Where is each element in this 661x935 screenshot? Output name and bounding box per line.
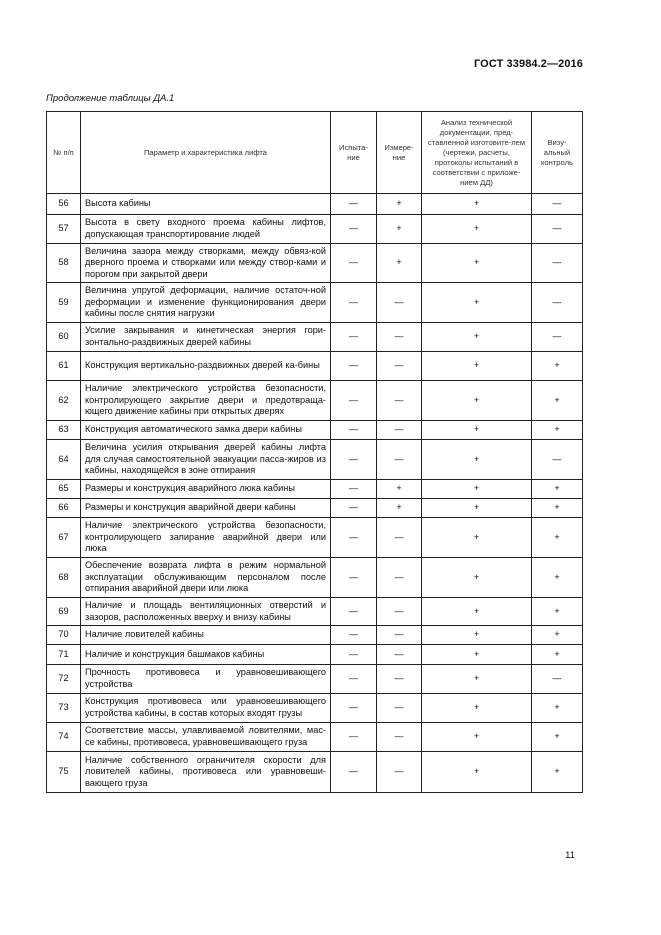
row-doc-analysis-mark: + (422, 381, 532, 421)
row-parameter: Размеры и конструкция аварийной двери кабины (81, 499, 331, 518)
row-visual-mark: + (532, 381, 583, 421)
table-caption: Продолжение таблицы ДА.1 (46, 93, 175, 104)
row-measurement-mark: — (377, 283, 422, 323)
row-parameter: Величина зазора между створками, между обвяз-кой дверного проема и створками или между створ-ками и порогом при закрытой двери (81, 244, 331, 283)
row-measurement-mark: + (377, 215, 422, 244)
row-number: 74 (47, 723, 81, 752)
table-body (47, 194, 583, 793)
row-number: 60 (47, 323, 81, 352)
row-parameter: Соответствие массы, улавливаемой ловителями, мас-се кабины, противовеса, уравновешивающего груза (81, 723, 331, 752)
row-number: 71 (47, 645, 81, 665)
table-row (47, 381, 583, 421)
row-test-mark: — (331, 499, 377, 518)
table-row (47, 665, 583, 694)
row-visual-mark: + (532, 752, 583, 793)
row-visual-mark: + (532, 518, 583, 558)
row-doc-analysis-mark: + (422, 499, 532, 518)
row-measurement-mark: — (377, 440, 422, 480)
row-visual-mark: + (532, 626, 583, 645)
row-measurement-mark: — (377, 598, 422, 626)
row-number: 59 (47, 283, 81, 323)
row-measurement-mark: — (377, 323, 422, 352)
row-doc-analysis-mark: + (422, 283, 532, 323)
row-doc-analysis-mark: + (422, 518, 532, 558)
row-measurement-mark: — (377, 421, 422, 440)
row-measurement-mark: — (377, 626, 422, 645)
table-row (47, 283, 583, 323)
col-header-number: № п/п (47, 112, 81, 194)
row-visual-mark: — (532, 215, 583, 244)
row-doc-analysis-mark: + (422, 598, 532, 626)
row-visual-mark: + (532, 352, 583, 381)
row-test-mark: — (331, 244, 377, 283)
row-measurement-mark: — (377, 518, 422, 558)
row-visual-mark: + (532, 421, 583, 440)
col-header-parameter: Параметр и характеристика лифта (81, 112, 331, 194)
table-row (47, 323, 583, 352)
row-parameter: Конструкция противовеса или уравновешивающего устройства кабины, в состав которых входят грузы (81, 694, 331, 723)
row-number: 65 (47, 480, 81, 499)
table-row (47, 244, 583, 283)
table-row (47, 752, 583, 793)
table-row (47, 480, 583, 499)
row-parameter: Величина упругой деформации, наличие остаточ-ной деформации и изменение функционирования двери кабины после снятия нагрузки (81, 283, 331, 323)
row-test-mark: — (331, 598, 377, 626)
row-number: 72 (47, 665, 81, 694)
row-measurement-mark: — (377, 723, 422, 752)
table-row (47, 723, 583, 752)
row-number: 67 (47, 518, 81, 558)
row-test-mark: — (331, 194, 377, 215)
row-doc-analysis-mark: + (422, 244, 532, 283)
row-test-mark: — (331, 665, 377, 694)
table-row (47, 645, 583, 665)
row-visual-mark: — (532, 244, 583, 283)
row-parameter: Наличие и площадь вентиляционных отверстий и зазоров, расположенных вверху и внизу кабины (81, 598, 331, 626)
row-doc-analysis-mark: + (422, 645, 532, 665)
row-parameter: Конструкция автоматического замка двери кабины (81, 421, 331, 440)
row-visual-mark: — (532, 283, 583, 323)
row-measurement-mark: + (377, 499, 422, 518)
row-test-mark: — (331, 440, 377, 480)
row-doc-analysis-mark: + (422, 440, 532, 480)
row-doc-analysis-mark: + (422, 694, 532, 723)
table-row (47, 518, 583, 558)
col-header-doc-analysis: Анализ технической документации, пред-ставленной изготовите-лем (чертежи, расчеты, протоколы испытаний в соответствии с приложе-нием ДД) (422, 112, 532, 194)
row-test-mark: — (331, 352, 377, 381)
row-test-mark: — (331, 323, 377, 352)
row-number: 69 (47, 598, 81, 626)
row-visual-mark: — (532, 440, 583, 480)
row-parameter: Наличие электрического устройства безопасности, контролирующего закрытие двери и предотвраща-ющего движение кабины при открытых дверях (81, 381, 331, 421)
requirements-table (46, 111, 583, 793)
row-doc-analysis-mark: + (422, 752, 532, 793)
row-measurement-mark: — (377, 352, 422, 381)
row-number: 61 (47, 352, 81, 381)
row-visual-mark: + (532, 558, 583, 598)
row-doc-analysis-mark: + (422, 558, 532, 598)
row-test-mark: — (331, 752, 377, 793)
row-test-mark: — (331, 558, 377, 598)
row-number: 64 (47, 440, 81, 480)
row-parameter: Размеры и конструкция аварийного люка кабины (81, 480, 331, 499)
document-code: ГОСТ 33984.2—2016 (473, 58, 583, 70)
row-parameter: Высота в свету входного проема кабины лифтов, допускающая транспортирование людей (81, 215, 331, 244)
row-number: 63 (47, 421, 81, 440)
row-number: 56 (47, 194, 81, 215)
row-measurement-mark: + (377, 244, 422, 283)
row-test-mark: — (331, 694, 377, 723)
table-row (47, 499, 583, 518)
row-test-mark: — (331, 645, 377, 665)
row-measurement-mark: + (377, 480, 422, 499)
row-parameter: Высота кабины (81, 194, 331, 215)
row-test-mark: — (331, 283, 377, 323)
row-visual-mark: + (532, 480, 583, 499)
row-parameter: Наличие собственного ограничителя скорости для ловителей кабины, противовеса или уравновеши-вающего груза (81, 752, 331, 793)
row-parameter: Наличие ловителей кабины (81, 626, 331, 645)
row-doc-analysis-mark: + (422, 723, 532, 752)
row-measurement-mark: — (377, 694, 422, 723)
row-measurement-mark: — (377, 381, 422, 421)
row-test-mark: — (331, 381, 377, 421)
table-row (47, 352, 583, 381)
row-parameter: Конструкция вертикально-раздвижных дверей ка-бины (81, 352, 331, 381)
row-measurement-mark: — (377, 665, 422, 694)
row-number: 75 (47, 752, 81, 793)
row-visual-mark: — (532, 323, 583, 352)
row-number: 66 (47, 499, 81, 518)
row-visual-mark: + (532, 598, 583, 626)
table-row (47, 421, 583, 440)
row-measurement-mark: + (377, 194, 422, 215)
row-number: 73 (47, 694, 81, 723)
row-parameter: Наличие электрического устройства безопасности, контролирующего запирание аварийной двери или люка (81, 518, 331, 558)
row-doc-analysis-mark: + (422, 215, 532, 244)
table-row (47, 440, 583, 480)
row-parameter: Наличие и конструкция башмаков кабины (81, 645, 331, 665)
row-doc-analysis-mark: + (422, 194, 532, 215)
table-row (47, 558, 583, 598)
row-visual-mark: — (532, 665, 583, 694)
row-test-mark: — (331, 626, 377, 645)
row-test-mark: — (331, 215, 377, 244)
row-doc-analysis-mark: + (422, 421, 532, 440)
row-visual-mark: + (532, 694, 583, 723)
row-parameter: Усилие закрывания и кинетическая энергия гори-зонтально-раздвижных дверей кабины (81, 323, 331, 352)
row-number: 68 (47, 558, 81, 598)
page-number: 11 (565, 850, 575, 861)
table-row (47, 694, 583, 723)
row-test-mark: — (331, 518, 377, 558)
row-number: 70 (47, 626, 81, 645)
row-visual-mark: — (532, 194, 583, 215)
table-row (47, 194, 583, 215)
col-header-visual: Визу-альный контроль (532, 112, 583, 194)
row-doc-analysis-mark: + (422, 352, 532, 381)
table-row (47, 626, 583, 645)
row-visual-mark: + (532, 723, 583, 752)
row-number: 62 (47, 381, 81, 421)
row-parameter: Обеспечение возврата лифта в режим нормальной эксплуатации обслуживающим персоналом после отпирания аварийной двери или люка (81, 558, 331, 598)
table-row (47, 215, 583, 244)
table-row (47, 598, 583, 626)
row-test-mark: — (331, 480, 377, 499)
row-number: 57 (47, 215, 81, 244)
row-doc-analysis-mark: + (422, 323, 532, 352)
row-doc-analysis-mark: + (422, 480, 532, 499)
row-test-mark: — (331, 421, 377, 440)
row-measurement-mark: — (377, 645, 422, 665)
row-measurement-mark: — (377, 752, 422, 793)
row-parameter: Величина усилия открывания дверей кабины лифта для случая самостоятельной эвакуации пасса-жиров из кабины, находящейся в зоне отпирания (81, 440, 331, 480)
row-test-mark: — (331, 723, 377, 752)
row-measurement-mark: — (377, 558, 422, 598)
row-visual-mark: + (532, 645, 583, 665)
table-header-row (47, 112, 583, 194)
row-parameter: Прочность противовеса и уравновешивающего устройства (81, 665, 331, 694)
row-number: 58 (47, 244, 81, 283)
row-doc-analysis-mark: + (422, 665, 532, 694)
col-header-test: Испыта-ние (331, 112, 377, 194)
row-visual-mark: + (532, 499, 583, 518)
row-doc-analysis-mark: + (422, 626, 532, 645)
col-header-measurement: Измере-ние (377, 112, 422, 194)
